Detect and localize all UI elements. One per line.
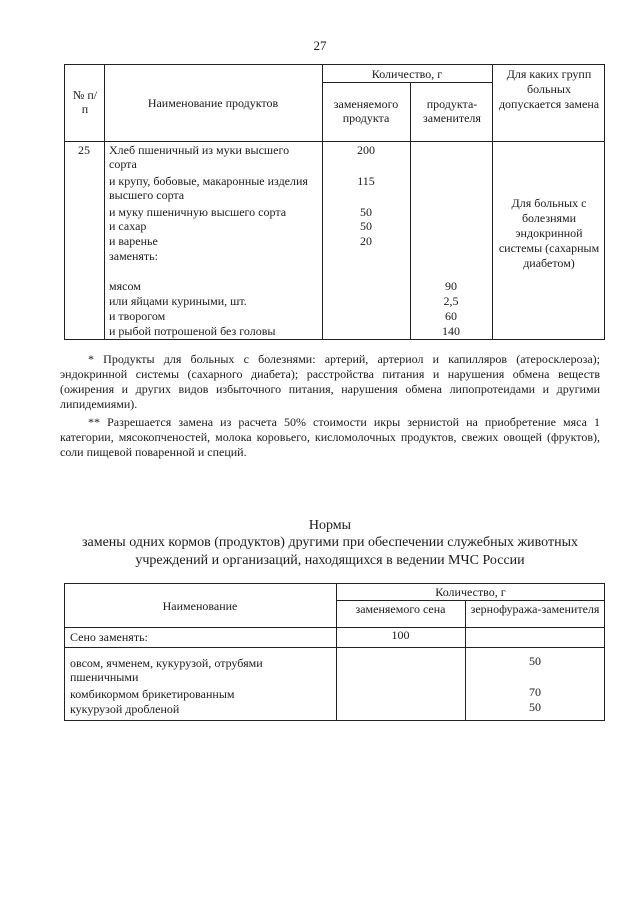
product-item: Хлеб пшеничный из муки высшего сорта [109,143,290,171]
table-row-substitute: 50 [529,654,541,668]
header-substitute-product: продукта-заменителя [423,97,481,125]
page-number: 27 [313,38,327,53]
table-row-name: овсом, ячменем, кукурузой, отрубями пшеничными [70,656,263,684]
footnote-single-asterisk: * Продукты для больных с болезнями: артерий, артериол и капилляров (атеросклероза); эндокринной системы (сахарного диабета); расстройства питания и нарушения обмена веществ (ожирения и других видов избыточного питания, нарушения обмена липопротеидами и другими липидемиями). [60,352,600,411]
replaced-amount: 20 [360,234,372,248]
substitute-amount: 2,5 [443,294,459,308]
header-replaced-hay: заменяемого сена [355,602,446,616]
table-row-name: кукурузой дробленой [70,702,180,716]
product-item: и муку пшеничную высшего сорта [109,205,287,219]
row-number: 25 [78,143,90,157]
section-title: Нормы [308,518,352,533]
section-subtitle: замены одних кормов (продуктов) другими при обеспечении служебных животных учреждений и организаций, находящихся в ведении МЧС России [81,535,579,568]
header-replaced-product: заменяемого продукта [333,97,399,125]
replaced-amount: 50 [360,205,372,219]
replaced-amount: 50 [360,219,372,233]
substitute-amount: 90 [445,279,457,293]
table-row-substitute: 50 [529,700,541,714]
replaced-amount: 200 [357,143,375,157]
header-patient-groups: Для каких групп больных допускается замена [498,67,600,111]
table-row-substitute: 70 [529,685,541,699]
patient-groups-value: Для больных с болезнями эндокринной системы (сахарным диабетом) [498,196,600,270]
product-item: и варенье [109,234,158,248]
substitute-amount: 140 [442,324,460,338]
product-item: и рыбой потрошеной без головы [109,324,276,338]
header-quantity: Количество, г [371,67,443,81]
product-item: и творогом [109,309,166,323]
header-product-name: Наименование продуктов [147,96,279,110]
table-row-name: комбикормом брикетированным [70,687,235,701]
replaced-amount: 115 [357,174,375,188]
substitute-amount: 60 [445,309,457,323]
product-item: мясом [109,279,141,293]
product-item: и крупу, бобовые, макаронные изделия высшего сорта [109,174,308,202]
header-substitute-grain: зернофуража-заменителя [470,602,600,616]
substitution-table-animal-feed [64,583,605,721]
product-item: или яйцами куриными, шт. [109,294,247,308]
table-row-replaced: 100 [391,628,410,642]
product-item: и сахар [109,219,147,233]
header-quantity: Количество, г [435,585,506,599]
header-number: № п/п [72,88,98,116]
substitution-table-patients [64,64,605,340]
footnote-double-asterisk: ** Разрешается замена из расчета 50% стоимости икры зернистой на приобретение мяса 1 категории, мясокопченостей, молока коровьего, кисломолочных продуктов, свежих овощей (фруктов), соли пищевой поваренной и специй. [60,415,600,459]
table-row-name: Сено заменять: [70,630,148,644]
product-item: заменять: [109,249,158,263]
header-name: Наименование [162,599,238,613]
